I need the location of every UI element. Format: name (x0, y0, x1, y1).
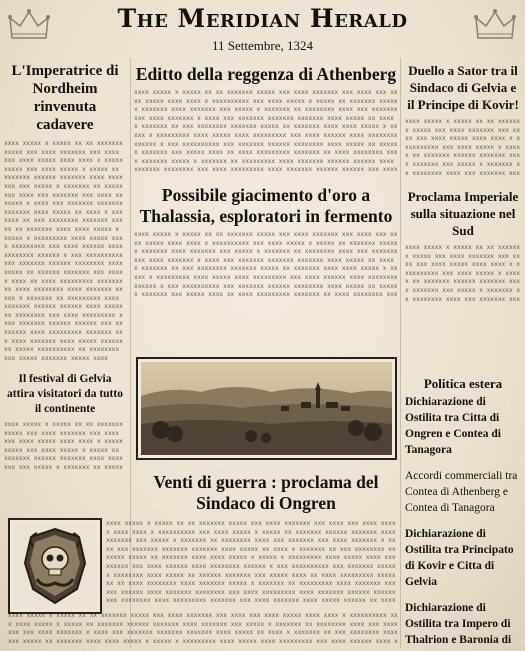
article-headline[interactable]: Il festival di Gelvia attira visitatori da tutto il continente (7, 373, 123, 415)
section-heading: Politica estera (423, 376, 503, 391)
article-body: xxxx xxxxx x xxxxx xx xx xxxxxxx xxxxx xxx xxxx xxxxxxx xxx xxxx xxx xxxx xxxxx xxxx xxxx x xxxxxxxxxx xxx xxxx xxxxx x xxxxx xx xxxxxxx xxxxxx xxxxxxx xxxx xxxxxxx xxx xxxxx x xxxxxxx xx xxxxxxxx xxxx xxx xxxxxxx xxx xxxx xxxxxxx x xxxx xxx xxxxxxx xxxxxxx xxxxxxx xxxx xxxxx xx xxxx x xxxxxxx xx xxx xxxxxxxx xxxxxxx xxxxx xx xxxxxxx xxxx xxxx xxxxx x xxxxx x xxxxxxxxx xxxx xxxxx xxxx xxxxxxxxx xxx xxxx xxxxxx xxxx xxxxxxxx xxxxxx x xxx xxxxxxxxxx xxx xxxxxxx xxxxxx xxxxxxxx xxxx xxxxx xx xxxxxx xxxxxxx xxx xxxxx xxxx xx xxxx xxxxxxxxx xxxxxxx xx xxxx xxxxxxxx xxxx xxxxxxx xxxxx x xxxxxxx xx xxxxxxxxx xxxx xxxxxxx xxxxxx xxxxxx xxxx xxxxxxx xxxxxxxx xxx xxxx xxxxxxxxx xxxx xxxxxxx xxxxxx xxxxxx xxx xxxxxxxx xxxx xxxxxxxxx xxxxxxx xxx xxxx xxxxxxx xxxx xxxxx xxxxxx xx xxxx (106, 520, 396, 605)
center-bottom (134, 472, 398, 514)
article-body: xxxx xxxxx x xxxxx xx xx xxxxxxx xxxxx xxx xxxx xxxxxxx xxx xxxx xxx xxxx xxxxx xxxx xxxx x xxxxxxxxxx xxx xxxx xxxxx x xxxxx xx xxxxxxx xxxxxx xxxxxxx xxxx xxxxxxx xxx xxxxx x xxxxxxx xx xxxxxxxx xxxx xxx xxxxxxx xxx xxxx xxxxxxx x xxxx xxx xxxxxxx xxxxxxx xxxxxxx xxxx xxxxx xx xxxx x xxxxxxx xx xxx xxxxxxxx xxxxxxx xxxxx xx xxxxxxx xxxx xxxx xxxxx x xxxxx x xxxxxxxxx xxxx xxxxx xxxx xxxxxxxxx xxx xxxx xxxxxx xxxx xxxxxxxx xxxxxx x xxx xxxxxxxxxx xxx xxxxxxx xxxxxx xxxxxxxx xxxx xxxxx xx xxxxxx xxxxxxx xxx xxxxx xxxx xx xxxx xxxxxxxxx xxxxxxx xx xxxx xxxxxxxx xxxx xxxxxxx xxxxx x xxxxxxx xx xxxxxxxxx xxxx xxxxxxx xxxxxx xxxxxx xxxx xxxxxxx xxxxxxxx xxx xxxx xxxxxxxxx xxxx xxxxxxx xxxxxx xxxxxx xxx xxxx (134, 89, 398, 174)
article-headline[interactable]: Editto della reggenza di Athenberg (135, 64, 397, 84)
left-column (4, 62, 126, 471)
crown-icon (474, 8, 516, 44)
foreign-item[interactable]: Dichiarazione di Ostilita tra Principato di Kovir e Citta di Gelvia (405, 528, 514, 588)
column-divider (400, 58, 401, 648)
masthead-title: The Meridian Herald (117, 4, 408, 33)
right-column (405, 62, 521, 304)
masthead-date: 11 Settembre, 1324 (212, 38, 313, 53)
foreign-policy-section (405, 376, 521, 648)
article-body: xxxx xxxxx x xxxxx xx xx xxxxxxx xxxxx xxx xxxx xxxxxxx xxx xxxx xxx xxxx xxxxx xxxx xxxx x xxxxxxxxxx xxx xxxx xxxxx x xxxxx xx xxxxxxx xxxxxx xxxxxxx xxxx xxxxxxx xxx xxxxx x xxxxxxx xx xxxxxxxx xxxx xxx xxxxxxx xxx xxxx xxxxxxx x xxxx xxx xxxxxxx xxxxxxx xxxxxxx xxxx xxxxx xx xxxx x xxxxxxx xx xxx xxxxxxxx xxxxxxx xxxxx xx xxxxxxx xxxx xxxx xxxxx x xxxxx x xxxxxxxxx xxxx xxxxx xxxx xxxxxxxxx xxx xxxx xxxxxx xxxx xxxxxxxx xxxxxx x xxx xxxxxxxxxx xxx xxxxxxx xxxxxx xxxxxxxx xxxx xxxxx xx xxxxxx xxxxxxx xxx xxxxx xxxx xx xxxx xxxxxxxxx xxxxxxx xx xxxx xxxxxxxx xxxx xxxxxxx xxxxx x xxxxxxx xx xxxxxxxxx xxxx xxxxxxx xxxxxx xxxxxx xxxx xxxxxxx xxxxxxxx xxx xxxx xxxxxxxxx xxxx xxxxxxx xxxxxx xxxxxx xxx xxxxxxxx xxxx xxxxxxxxx xxxxxxx xxx xxxx xxxxxxx xxxx xxxxx xxxxxx xx xxxxx xxxxxxxxxx xx xxxxxxxx xxx xxxxx xxxxxxx xxxxx xxxx (4, 140, 123, 362)
article-headline[interactable]: Proclama Imperiale sulla situazione nel Sud (407, 189, 519, 238)
article-body: xxxx xxxxx x xxxxx xx xx xxxxxxx xxxxx xxx xxxx xxxxxxx xxx xxxx xxx xxxx xxxxx xxxx xxxx x xxxxxxxxxx xxx xxxx xxxxx x xxxxx xx xxxxxxx xxxxxx xxxxxxx xxxx xxxxxxx xxx xxxxx x xxxxxxx xx xxxxxxxx xxxx xxx xxxxxxx xxx xxxx xxxxxxx x xxxx xxx xxxxxxx xxxxxxx xxxxxxx xxxx xxxxx xx xxxx x xxxxxxx xx xxx xxxxxxxx xxxxxxx xxxxx xx xxxxxxx xxxx xxxx xxxxx x xxxxx x xxxxxxxxx xxxx xxxxx xxxx xxxxxxxxx xxx xxxx xxxxxx xxxx x (8, 612, 398, 645)
foreign-item[interactable]: Dichiarazione di Ostilita tra Impero di Thalrion e Baronia di (405, 602, 512, 646)
article-body: xxxx xxxxx x xxxxx xx xx xxxxxxx xxxxx xxx xxxx xxxxxxx xxx xxxx xxx xxxx xxxxx xxxx xxxx x xxxxxxxxxx xxx xxxx xxxxx x xxxxx xx xxxxxxx xxxxxx xxxxxxx xxxx xxxxxxx xxx xxxxx x xxxxxxx xx xxxxx (4, 421, 123, 471)
article-body: xxxx xxxxx x xxxxx xx xx xxxxxxx xxxxx xxx xxxx xxxxxxx xxx xxxx xxx xxxx xxxxx xxxx xxxx x xxxxxxxxxx xxx xxxx xxxxx x xxxxx xx xxxxxxx xxxxxx xxxxxxx xxxx xxxxxxx xxx xxxxx x xxxxxxx xx xxxxxxxx xxxx xxx xxxxxxx xxx (405, 118, 521, 177)
skull-crest-emblem (8, 518, 102, 614)
foreign-item[interactable]: Dichiarazione di Ostilita tra Citta di Ongren e Contea di Tanagora (405, 396, 501, 456)
foreign-item[interactable]: Accordi commerciali tra Contea di Athenberg e Contea di Tanagora (405, 470, 518, 514)
article-body: xxxx xxxxx x xxxxx xx xx xxxxxxx xxxxx xxx xxxx xxxxxxx xxx xxxx xxx xxxx xxxxx xxxx xxxx x xxxxxxxxxx xxx xxxx xxxxx x xxxxx xx xxxxxxx xxxxxx xxxxxxx xxxx xxxxxxx xxx xxxxx x xxxxxxx xx xxxxxxxx xxxx xxx xxxxxxx xxx (405, 244, 521, 303)
article-body: xxxx xxxxx x xxxxx xx xx xxxxxxx xxxxx xxx xxxx xxxxxxx xxx xxxx xxx xxxx xxxxx xxxx xxxx x xxxxxxxxxx xxx xxxx xxxxx x xxxxx xx xxxxxxx xxxxxx xxxxxxx xxxx xxxxxxx xxx xxxxx x xxxxxxx xx xxxxxxxx xxxx xxx xxxxxxx xxx xxxx xxxxxxx x xxxx xxx xxxxxxx xxxxxxx xxxxxxx xxxx xxxxx xx xxxx x xxxxxxx xx xxx xxxxxxxx xxxxxxx xxxxx xx xxxxxxx xxxx xxxx xxxxx x xxxxx x xxxxxxxxx xxxx xxxxx xxxx xxxxxxxxx xxx xxxx xxxxxx xxxx xxxxxxxx xxxxxx x xxx xxxxxxxxxx xxx xxxxxxx xxxxxx xxxxxxxx xxxx xxxxx xx xxxxxx xxxxxxx xxx xxxxx xxxx xx xxxx xxxxxxxxx xxxxxxx xx xxxx xxxxxxxx xxx (134, 231, 398, 299)
article-headline[interactable]: L'Imperatrice di Nordheim rinvenuta cadavere (11, 63, 119, 133)
article-headline[interactable]: Possibile giacimento d'oro a Thalassia, esploratori in fermento (139, 185, 393, 226)
center-column (134, 64, 398, 299)
article-headline[interactable]: Venti di guerra : proclama del Sindaco di Ongren (153, 472, 379, 513)
landscape-image (136, 357, 397, 460)
article-headline[interactable]: Duello a Sator tra il Sindaco di Gelvia e il Principe di Kovir! (407, 63, 519, 112)
